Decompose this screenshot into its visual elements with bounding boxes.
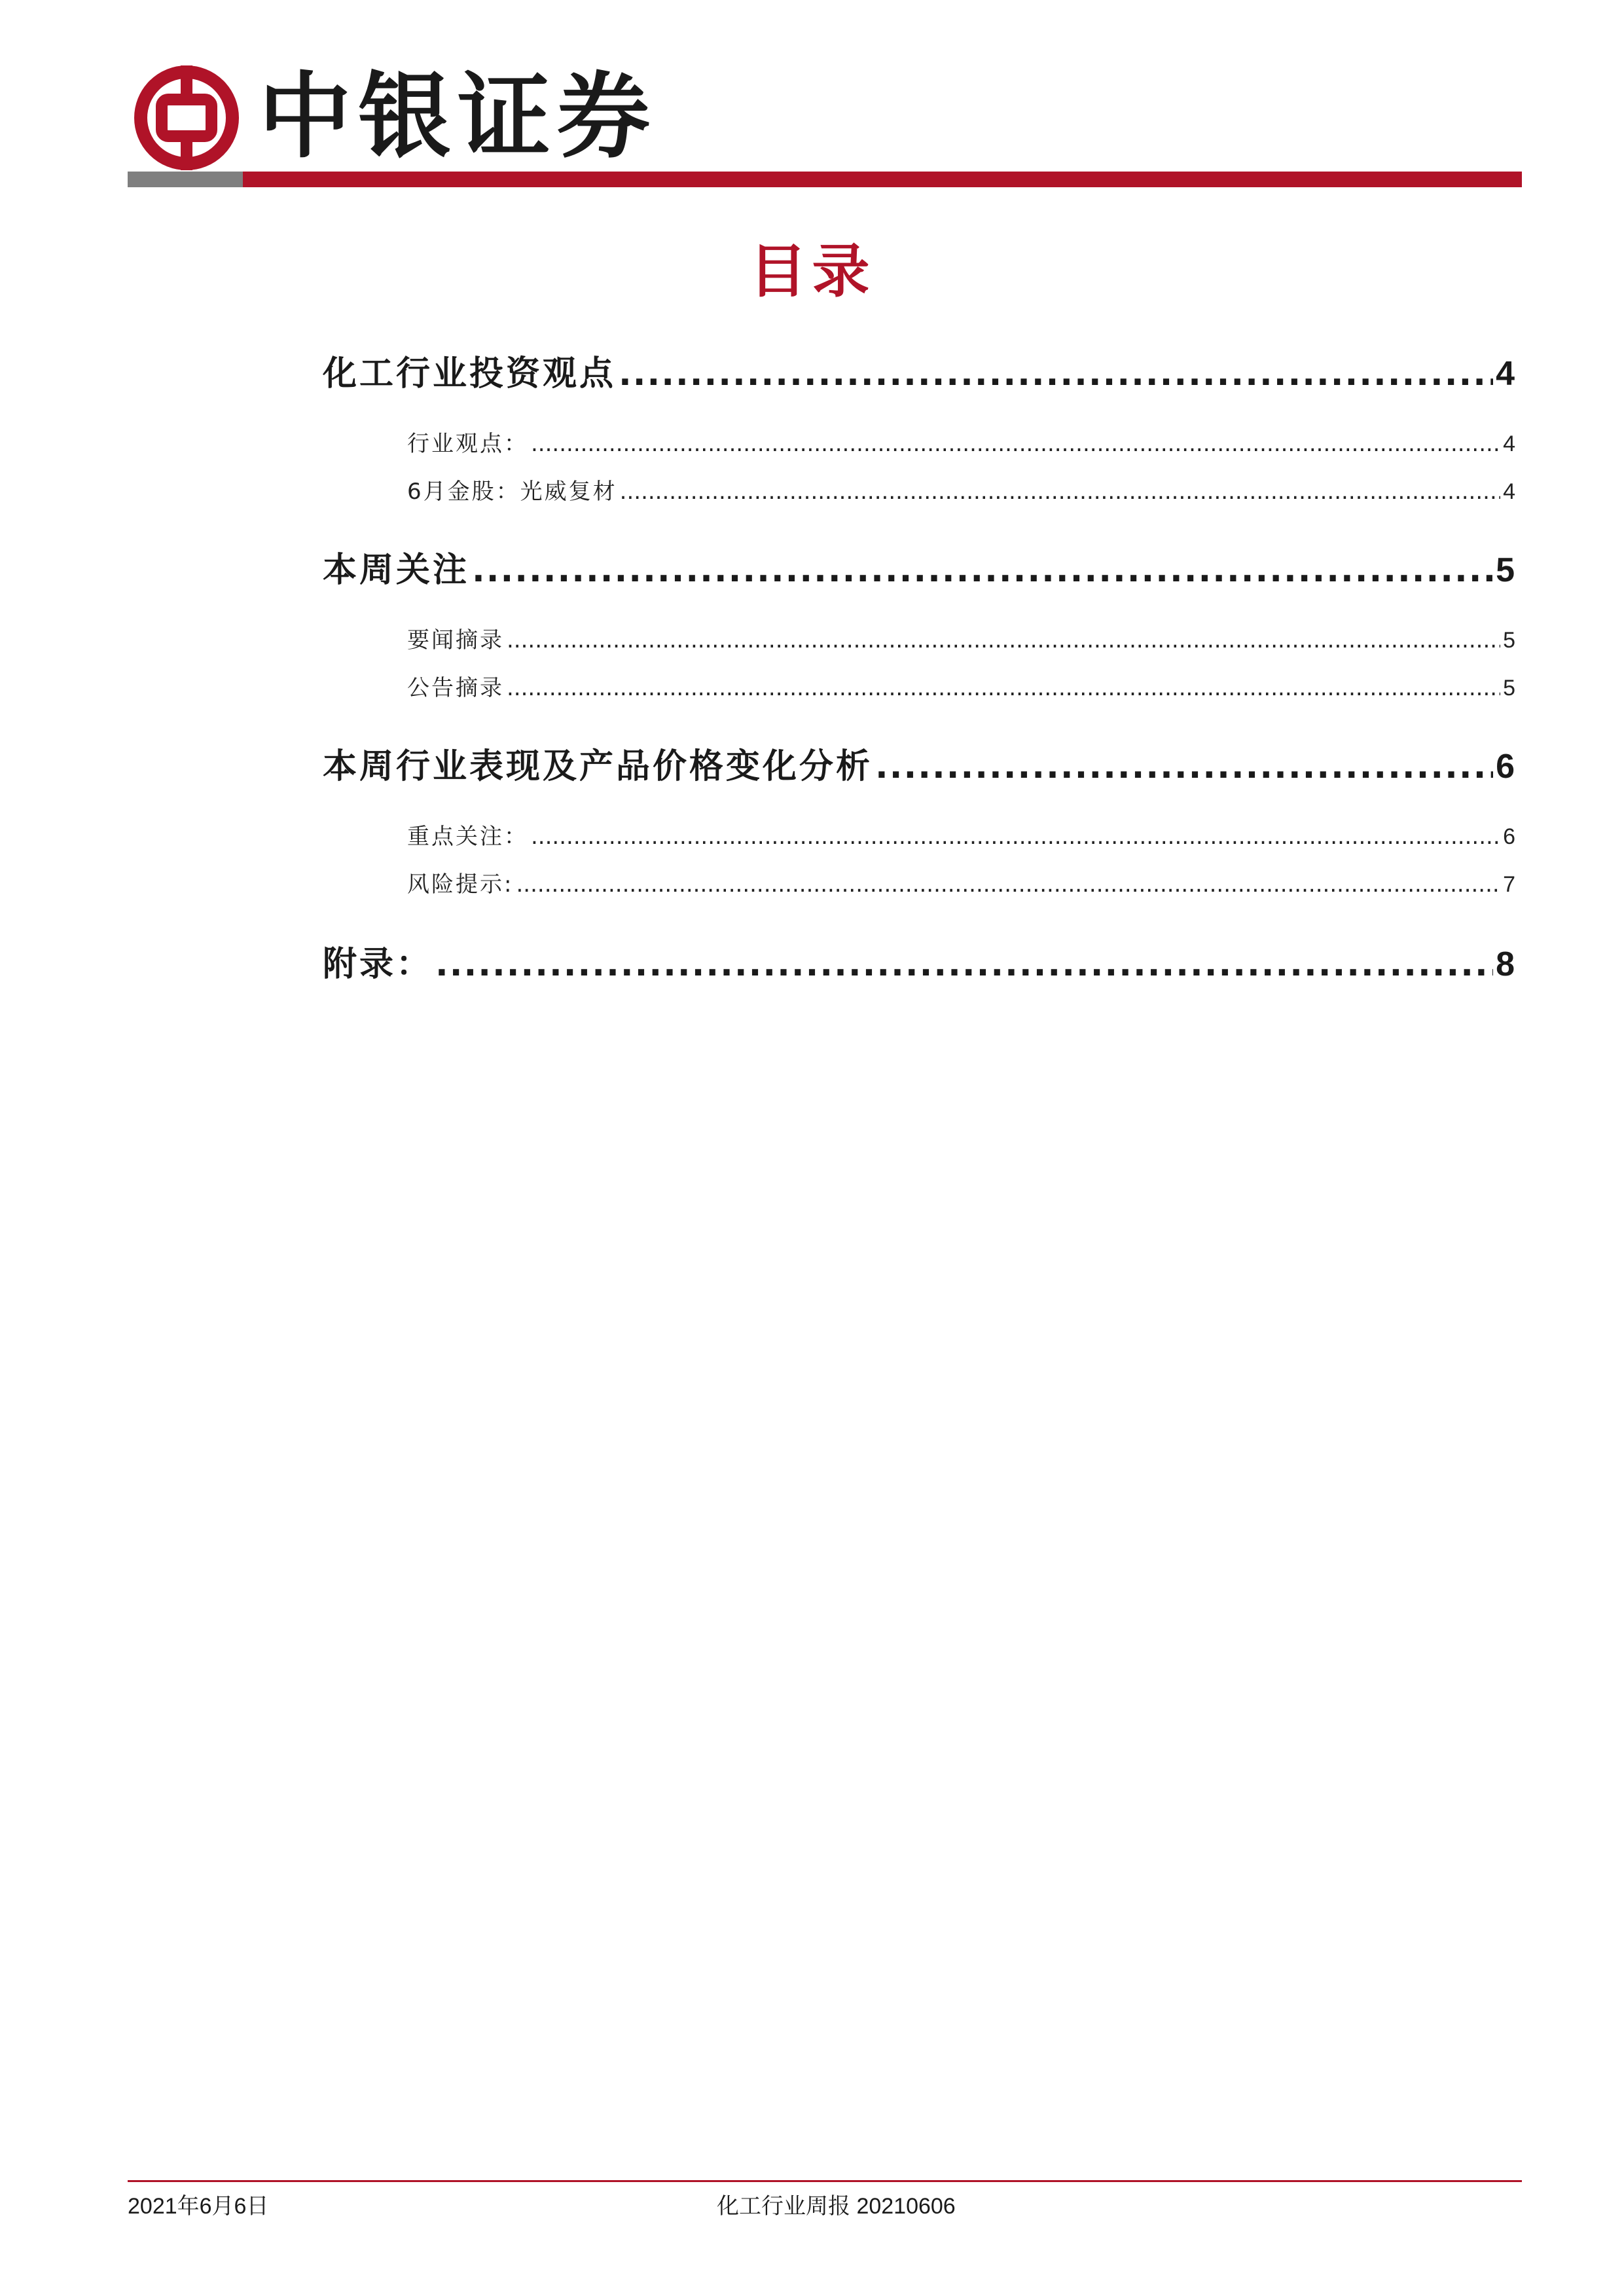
bank-of-china-logo-icon bbox=[134, 65, 239, 170]
footer-report-name: 化工行业周报 20210606 bbox=[717, 2194, 956, 2219]
toc-entry-10[interactable] bbox=[323, 936, 1517, 985]
toc-label: 风险提示: bbox=[407, 871, 514, 898]
toc-page: 4 bbox=[1503, 479, 1517, 504]
header-rule-gray bbox=[128, 172, 243, 187]
footer-date: 2021年6月6日 bbox=[128, 2194, 269, 2219]
toc-leader bbox=[531, 431, 1500, 457]
toc-label: 6月金股：光威复材 bbox=[407, 479, 617, 505]
toc-label: 重点关注： bbox=[407, 824, 528, 850]
toc-label: 行业观点： bbox=[407, 431, 528, 457]
toc-entry-1[interactable] bbox=[323, 346, 1517, 395]
toc-page: 6 bbox=[1503, 824, 1517, 849]
toc-leader bbox=[531, 824, 1500, 850]
toc-label: 公告摘录 bbox=[407, 675, 504, 701]
brand-name: 中银证券 bbox=[259, 62, 657, 171]
toc-leader bbox=[472, 551, 1493, 590]
toc-leader bbox=[516, 871, 1500, 898]
toc-leader bbox=[620, 479, 1500, 505]
toc-entry-8[interactable] bbox=[407, 818, 1517, 850]
footer-rule bbox=[128, 2180, 1522, 2182]
page-title: 目录 bbox=[749, 238, 875, 305]
toc-entry-4[interactable] bbox=[323, 542, 1517, 591]
toc-page: 4 bbox=[1496, 355, 1517, 393]
toc-page: 7 bbox=[1503, 872, 1517, 897]
toc-leader bbox=[875, 747, 1493, 786]
toc-label: 本周关注 bbox=[323, 551, 470, 590]
toc-leader bbox=[507, 675, 1500, 701]
toc-entry-7[interactable] bbox=[323, 738, 1517, 788]
header-rule-red bbox=[243, 172, 1522, 187]
toc-label: 化工行业投资观点 bbox=[323, 354, 617, 393]
toc-page: 8 bbox=[1496, 945, 1517, 983]
toc-entry-3[interactable] bbox=[407, 473, 1517, 505]
toc-leader bbox=[619, 354, 1493, 393]
toc-label: 附录： bbox=[323, 945, 433, 984]
toc-entry-6[interactable] bbox=[407, 670, 1517, 702]
toc-entry-5[interactable] bbox=[407, 622, 1517, 654]
toc-page: 5 bbox=[1503, 676, 1517, 701]
toc-entry-2[interactable] bbox=[407, 426, 1517, 458]
toc-entry-9[interactable] bbox=[407, 866, 1517, 898]
toc-page: 5 bbox=[1503, 628, 1517, 653]
toc-label: 要闻摘录 bbox=[407, 627, 504, 653]
toc-label: 本周行业表现及产品价格变化分析 bbox=[323, 747, 873, 786]
toc-page: 5 bbox=[1496, 551, 1517, 589]
toc-leader bbox=[435, 945, 1493, 984]
toc-page: 6 bbox=[1496, 748, 1517, 786]
toc-leader bbox=[507, 627, 1500, 653]
toc-page: 4 bbox=[1503, 431, 1517, 456]
